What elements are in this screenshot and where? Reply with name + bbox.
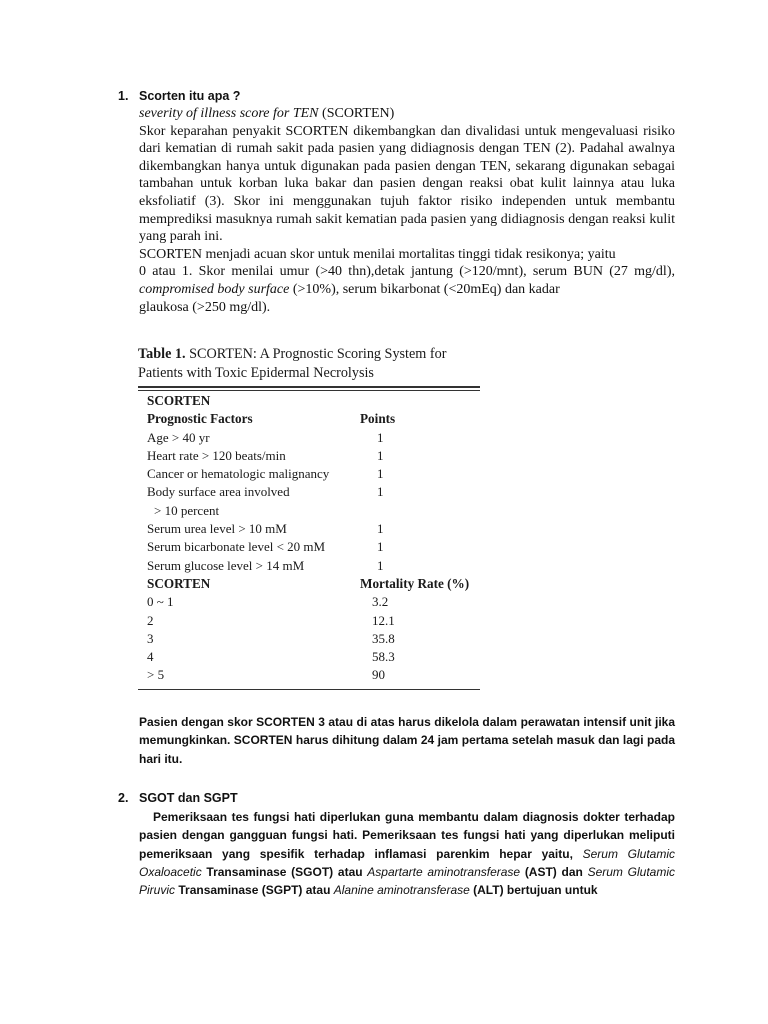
table-row — [147, 630, 480, 648]
table-cell-value: 35.8 — [372, 630, 395, 646]
table-body — [138, 392, 480, 685]
table-bottom-rule — [138, 689, 480, 690]
section-2-text-3: (AST) dan — [520, 864, 588, 879]
section-2-body — [139, 808, 675, 899]
section-1-number: 1. — [118, 89, 129, 103]
factor-rows — [147, 429, 480, 575]
table-row — [147, 447, 480, 465]
section-2-text-1: Pemeriksaan tes fungsi hati diperlukan guna membantu dalam diagnosis dokter terhadap pasien dengan gangguan fungsi hati. Pemeriksaan tes fungsi hati yang diperlukan meliputi pemeriksaan yang spesifik terhadap inflamasi parenkim hepar yaitu, — [139, 810, 675, 861]
section-1-heading — [118, 88, 240, 104]
section-1-line-d: glaukosa (>250 mg/dl). — [139, 299, 271, 315]
table-cell-label: Heart rate > 120 beats/min — [147, 447, 286, 463]
table-top-rule-thin — [138, 390, 480, 391]
table-cell-value: 1 — [377, 484, 384, 500]
table-top-rule — [138, 386, 480, 388]
table-row — [147, 483, 480, 501]
table-cell-label: Age > 40 yr — [147, 429, 210, 445]
section-2-italic-1: Serum Glutamic Oxaloacetic — [139, 846, 675, 879]
section-2-italic-2: Aspartarte aminotransferase — [367, 864, 521, 879]
table-cell-value: 3.2 — [372, 594, 389, 610]
table-row — [147, 612, 480, 630]
column-header-factors: Prognostic Factors — [147, 411, 253, 427]
after-table-paragraph: Pasien dengan skor SCORTEN 3 atau di atas harus dikelola dalam perawatan intensif unit jika memungkinkan. SCORTEN harus dihitung dalam 24 jam pertama setelah masuk dan lagi pada hari itu. — [139, 715, 675, 766]
table-cell-label: Serum urea level > 10 mM — [147, 521, 287, 537]
line-c-rest: (>10%), serum bikarbonat (<20mEq) dan kadar — [289, 281, 560, 297]
table-cell-label: 3 — [147, 630, 154, 646]
section-2-text-4: Transaminase (SGPT) atau — [175, 883, 334, 898]
table-factors-header-row — [147, 410, 480, 428]
table-cell-value: 1 — [377, 429, 384, 445]
table-row — [147, 538, 480, 556]
table-mortality-header-row — [147, 575, 480, 593]
table-row — [147, 502, 480, 520]
table-row — [147, 648, 480, 666]
table-caption-line-2: Patients with Toxic Epidermal Necrolysis — [138, 365, 374, 381]
table-cell-label: 2 — [147, 612, 154, 628]
subtitle-italic: severity of illness score for TEN — [139, 106, 319, 121]
table-cell-label: 0 ~ 1 — [147, 594, 174, 610]
section-2-title: SGOT dan SGPT — [139, 791, 238, 805]
subtitle-rest: (SCORTEN) — [318, 106, 395, 121]
column-header-points: Points — [360, 411, 396, 427]
table-cell-label: Cancer or hematologic malignancy — [147, 466, 330, 482]
table-cell-value: 1 — [377, 521, 384, 537]
section-2-italic-4: Alanine aminotransferase — [333, 883, 470, 898]
table-cell-value: 1 — [377, 466, 384, 482]
section-1-subtitle — [139, 105, 675, 123]
section-1-line-c — [139, 281, 675, 299]
table-row — [147, 666, 480, 684]
table-heading-row — [147, 392, 480, 410]
table-caption — [138, 345, 480, 383]
section-1-line-b: 0 atau 1. Skor menilai umur (>40 thn),detak jantung (>120/mnt), serum BUN (27 mg/dl), — [139, 264, 675, 280]
scorten-table — [138, 345, 480, 690]
table-cell-label: Serum glucose level > 14 mM — [147, 557, 305, 573]
section-2-number: 2. — [118, 791, 129, 805]
section-1-body — [139, 105, 675, 316]
table-cell-value: 12.1 — [372, 612, 395, 628]
table-cell-value: 58.3 — [372, 649, 395, 665]
table-caption-line-1: SCORTEN: A Prognostic Scoring System for — [185, 346, 447, 362]
table-row — [147, 465, 480, 483]
section-1-line-a: SCORTEN menjadi acuan skor untuk menilai mortalitas tinggi tidak resikonya; yaitu — [139, 246, 616, 262]
section-2-text-5: (ALT) bertujuan untuk — [469, 883, 598, 898]
line-c-italic: compromised body surface — [139, 281, 290, 297]
after-table-paragraph-block — [139, 713, 675, 768]
table-heading-scorten: SCORTEN — [147, 393, 211, 408]
table-cell-label: > 5 — [147, 667, 165, 683]
column-header-scorten: SCORTEN — [147, 575, 211, 591]
section-2-heading — [118, 790, 238, 806]
table-cell-value: 1 — [377, 447, 384, 463]
table-cell-value: 1 — [377, 557, 384, 573]
table-row — [147, 557, 480, 575]
table-cell-label: > 10 percent — [154, 502, 220, 518]
section-2-text-2: Transaminase (SGOT) atau — [201, 864, 368, 879]
table-cell-label: Body surface area involved — [147, 484, 290, 500]
table-cell-value: 1 — [377, 539, 384, 555]
section-1-paragraph: Skor keparahan penyakit SCORTEN dikembangkan dan divalidasi untuk mengevaluasi risiko dari kematian di rumah sakit pada pasien yang didiagnosis dengan TEN (2). Padahal awalnya dikembangkan hanya untuk digunakan pada pasien dengan TEN, sekarang digunakan sebagai tambahan untuk korban luka bakar dan pasien dengan reaksi obat kulit lainnya atau luka eksfoliatif (3). Skor ini menggunakan tujuh faktor risiko independen untuk membantu memprediksi masuknya rumah sakit kematian pada pasien yang didiagnosis dengan reaksi kulit yang parah ini. — [139, 123, 675, 245]
table-cell-label: Serum bicarbonate level < 20 mM — [147, 539, 326, 555]
section-2-italic-3: Serum Glutamic Piruvic — [139, 864, 675, 898]
table-cell-value: 90 — [372, 667, 385, 683]
table-row — [147, 429, 480, 447]
table-cell-label: 4 — [147, 649, 154, 665]
table-row — [147, 520, 480, 538]
section-1-title: Scorten itu apa ? — [139, 89, 241, 103]
section-2-paragraph — [139, 808, 675, 899]
table-cell-value — [367, 502, 384, 520]
table-caption-label: Table 1. — [138, 346, 186, 362]
column-header-mortality: Mortality Rate (%) — [360, 575, 470, 591]
table-row — [147, 593, 480, 611]
mortality-rows — [147, 593, 480, 684]
